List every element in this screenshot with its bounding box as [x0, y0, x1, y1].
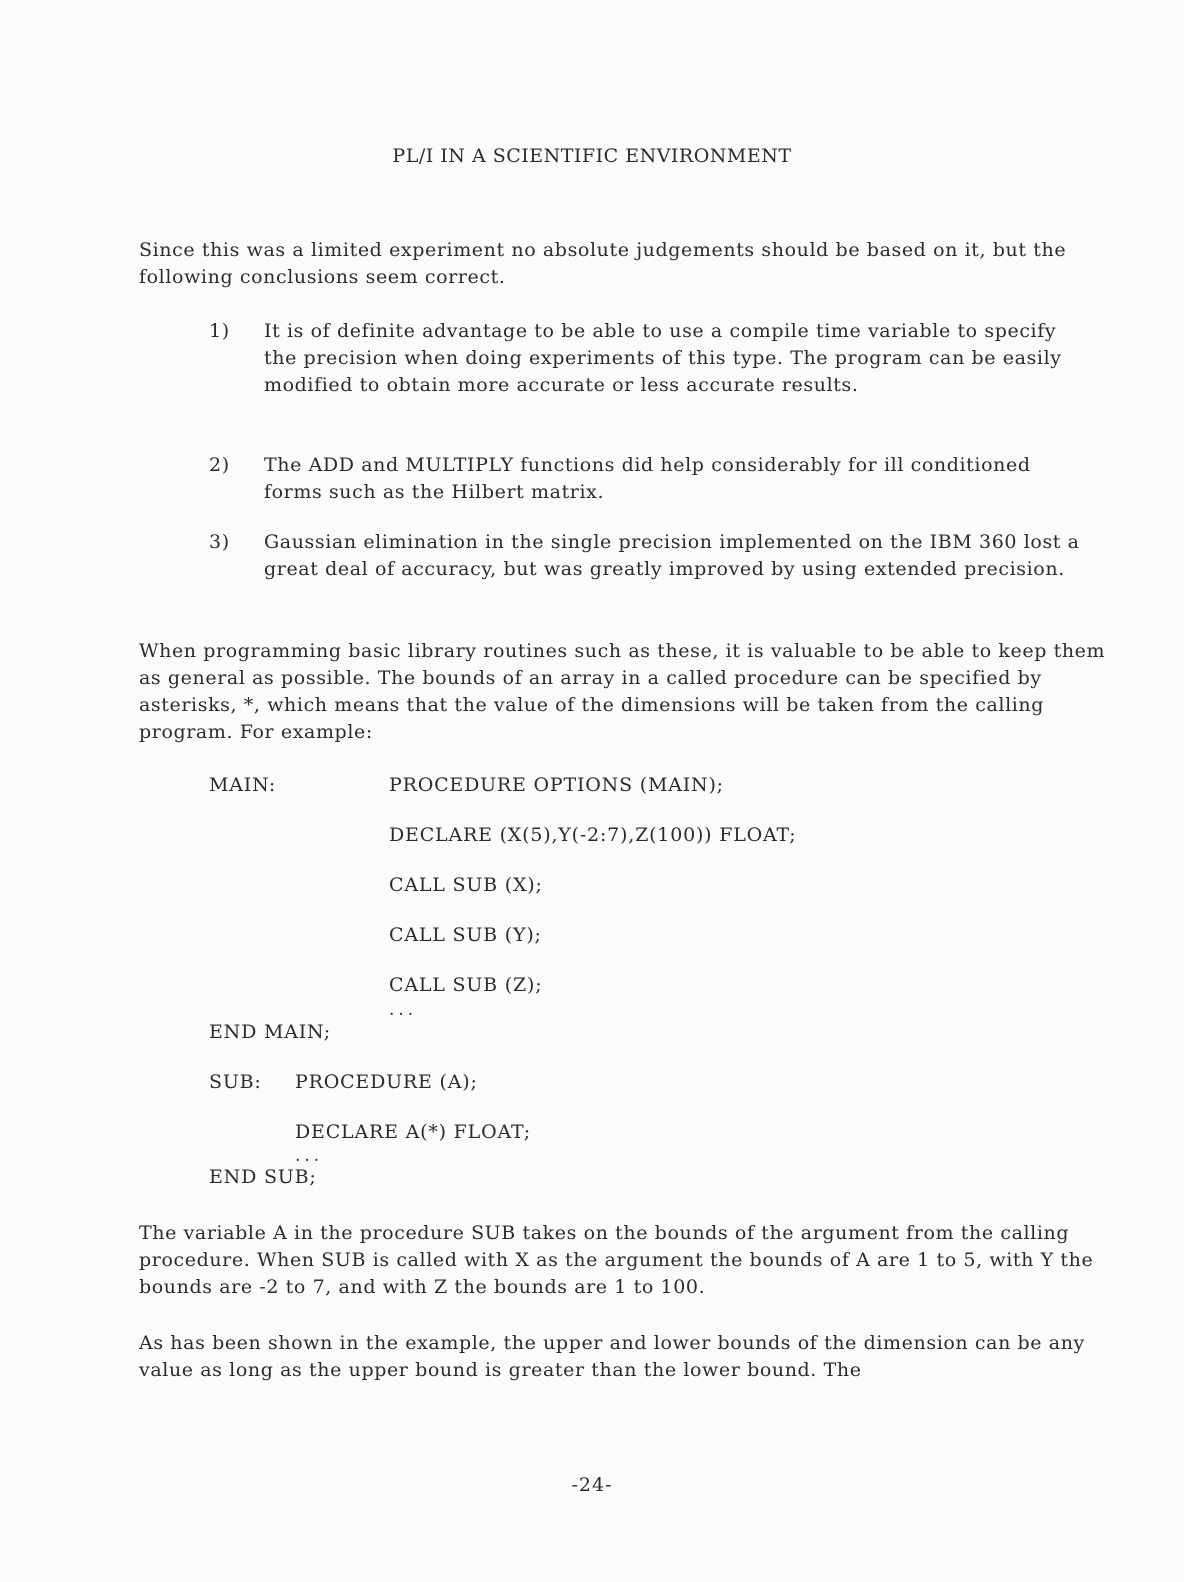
code-sub-declare: DECLARE A(*) FLOAT;: [295, 1121, 531, 1143]
code-ellipsis-sub: ...: [295, 1146, 324, 1166]
page-number: -24-: [571, 1474, 613, 1496]
conclusion-text: The ADD and MULTIPLY functions did help considerably for ill conditioned forms such as the Hilbert matrix.: [264, 454, 1031, 503]
code-call-z: CALL SUB (Z);: [389, 974, 543, 996]
conclusion-text: Gaussian elimination in the single precision implemented on the IBM 360 lost a great deal of accuracy, but was greatly improved by using extended precision.: [264, 531, 1080, 580]
conclusion-number: 2): [209, 454, 230, 476]
code-main-label: MAIN:: [209, 774, 277, 796]
code-sub-label: SUB:: [209, 1071, 262, 1093]
conclusion-text: It is of definite advantage to be able to use a compile time variable to specify the precision when doing experiments of this type. The program can be easily modified to obtain more accurate or less accurate results.: [264, 320, 1062, 396]
code-call-x: CALL SUB (X);: [389, 874, 543, 896]
variable-paragraph: The variable A in the procedure SUB takes on the bounds of the argument from the calling procedure. When SUB is called with X as the argument the bounds of A are 1 to 5, with Y the bounds are -2 to 7, and with Z the bounds are 1 to 100.: [139, 1222, 1094, 1298]
code-call-y: CALL SUB (Y);: [389, 924, 542, 946]
page-title: PL/I IN A SCIENTIFIC ENVIRONMENT: [392, 145, 792, 167]
code-main-declare: DECLARE (X(5),Y(-2:7),Z(100)) FLOAT;: [389, 824, 797, 846]
conclusion-number: 3): [209, 531, 230, 553]
code-main-procedure: PROCEDURE OPTIONS (MAIN);: [389, 774, 724, 796]
code-ellipsis-main: ...: [389, 1000, 418, 1020]
code-end-sub: END SUB;: [209, 1166, 317, 1188]
bounds-paragraph: When programming basic library routines such as these, it is valuable to be able to keep them as general as possible. The bounds of an array in a called procedure can be specified by asterisks, *, which means that the value of the dimensions will be taken from the calling program. For example:: [139, 640, 1106, 743]
code-end-main: END MAIN;: [209, 1021, 331, 1043]
shown-paragraph: As has been shown in the example, the upper and lower bounds of the dimension can be any value as long as the upper bound is greater than the lower bound. The: [139, 1332, 1085, 1381]
conclusion-number: 1): [209, 320, 230, 342]
intro-paragraph: Since this was a limited experiment no absolute judgements should be based on it, but the following conclusions seem correct.: [139, 239, 1067, 288]
code-sub-procedure: PROCEDURE (A);: [295, 1071, 478, 1093]
